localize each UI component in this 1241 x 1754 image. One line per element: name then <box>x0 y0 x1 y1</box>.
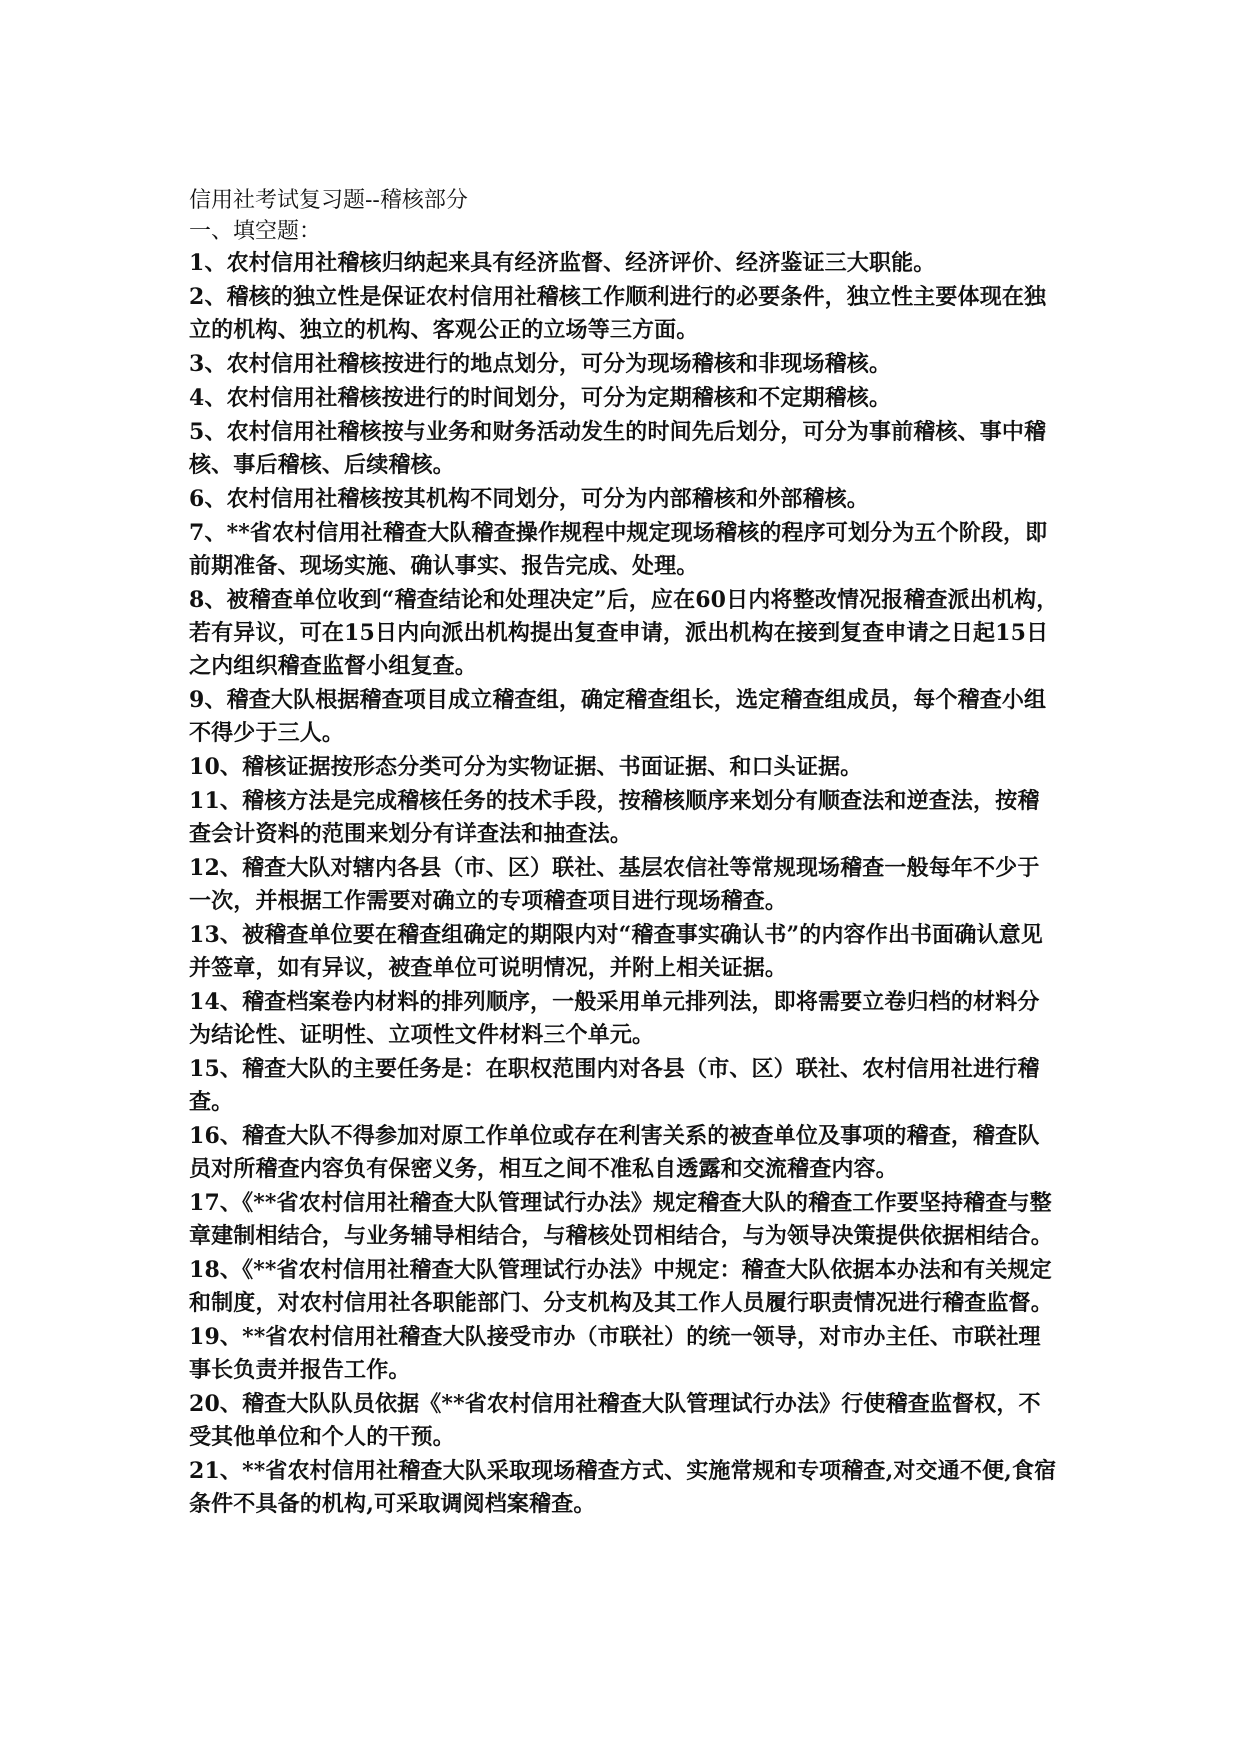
question-item: 11、稽核方法是完成稽核任务的技术手段，按稽核顺序来划分有顺查法和逆查法，按稽查会计资料的范围来划分有详查法和抽查法。 <box>189 788 1040 847</box>
question-item: 6、农村信用社稽核按其机构不同划分，可分为内部稽核和外部稽核。 <box>189 486 869 512</box>
document-title: 信用社考试复习题--稽核部分 <box>189 188 468 213</box>
question-item: 5、农村信用社稽核按与业务和财务活动发生的时间先后划分，可分为事前稽核、事中稽核、事后稽核、后续稽核。 <box>189 419 1047 478</box>
question-item: 18、《**省农村信用社稽查大队管理试行办法》中规定：稽查大队依据本办法和有关规定和制度，对农村信用社各职能部门、分支机构及其工作人员履行职责情况进行稽查监督。 <box>189 1257 1053 1316</box>
question-item: 4、农村信用社稽核按进行的时间划分，可分为定期稽核和不定期稽核。 <box>189 385 892 411</box>
question-item: 12、稽查大队对辖内各县（市、区）联社、基层农信社等常规现场稽查一般每年不少于一次，并根据工作需要对确立的专项稽查项目进行现场稽查。 <box>189 855 1040 914</box>
question-item: 8、被稽查单位收到“稽查结论和处理决定”后，应在60日内将整改情况报稽查派出机构，若有异议，可在15日内向派出机构提出复查申请，派出机构在接到复查申请之日起15日之内组织稽查监督小组复查。 <box>189 587 1059 679</box>
question-item: 15、稽查大队的主要任务是：在职权范围内对各县（市、区）联社、农村信用社进行稽查。 <box>189 1056 1040 1115</box>
question-item: 7、**省农村信用社稽查大队稽查操作规程中规定现场稽核的程序可划分为五个阶段，即前期准备、现场实施、确认事实、报告完成、处理。 <box>189 520 1048 579</box>
question-item: 2、稽核的独立性是保证农村信用社稽核工作顺利进行的必要条件，独立性主要体现在独立的机构、独立的机构、客观公正的立场等三方面。 <box>189 284 1047 343</box>
question-item: 14、稽查档案卷内材料的排列顺序，一般采用单元排列法，即将需要立卷归档的材料分为结论性、证明性、立项性文件材料三个单元。 <box>189 989 1040 1048</box>
question-item: 9、稽查大队根据稽查项目成立稽查组，确定稽查组长，选定稽查组成员，每个稽查小组不得少于三人。 <box>189 687 1047 746</box>
section-heading: 一、填空题： <box>189 219 322 244</box>
question-item: 10、稽核证据按形态分类可分为实物证据、书面证据、和口头证据。 <box>189 754 863 780</box>
question-item: 13、被稽查单位要在稽查组确定的期限内对“稽查事实确认书”的内容作出书面确认意见并签章，如有异议，被查单位可说明情况，并附上相关证据。 <box>189 922 1043 981</box>
question-item: 19、**省农村信用社稽查大队接受市办（市联社）的统一领导，对市办主任、市联社理事长负责并报告工作。 <box>189 1324 1041 1383</box>
question-item: 1、农村信用社稽核归纳起来具有经济监督、经济评价、经济鉴证三大职能。 <box>189 250 936 276</box>
question-item: 3、农村信用社稽核按进行的地点划分，可分为现场稽核和非现场稽核。 <box>189 351 892 377</box>
question-item: 20、稽查大队队员依据《**省农村信用社稽查大队管理试行办法》行使稽查监督权，不受其他单位和个人的干预。 <box>189 1391 1041 1450</box>
question-list <box>189 247 1059 1521</box>
question-item: 21、**省农村信用社稽查大队采取现场稽查方式、实施常规和专项稽查,对交通不便,食宿条件不具备的机构,可采取调阅档案稽查。 <box>189 1458 1057 1517</box>
question-item: 17、《**省农村信用社稽查大队管理试行办法》规定稽查大队的稽查工作要坚持稽查与整章建制相结合，与业务辅导相结合，与稽核处罚相结合，与为领导决策提供依据相结合。 <box>189 1190 1053 1249</box>
document-page <box>189 185 1059 1522</box>
question-item: 16、稽查大队不得参加对原工作单位或存在利害关系的被查单位及事项的稽查，稽查队员对所稽查内容负有保密义务，相互之间不准私自透露和交流稽查内容。 <box>189 1123 1040 1182</box>
